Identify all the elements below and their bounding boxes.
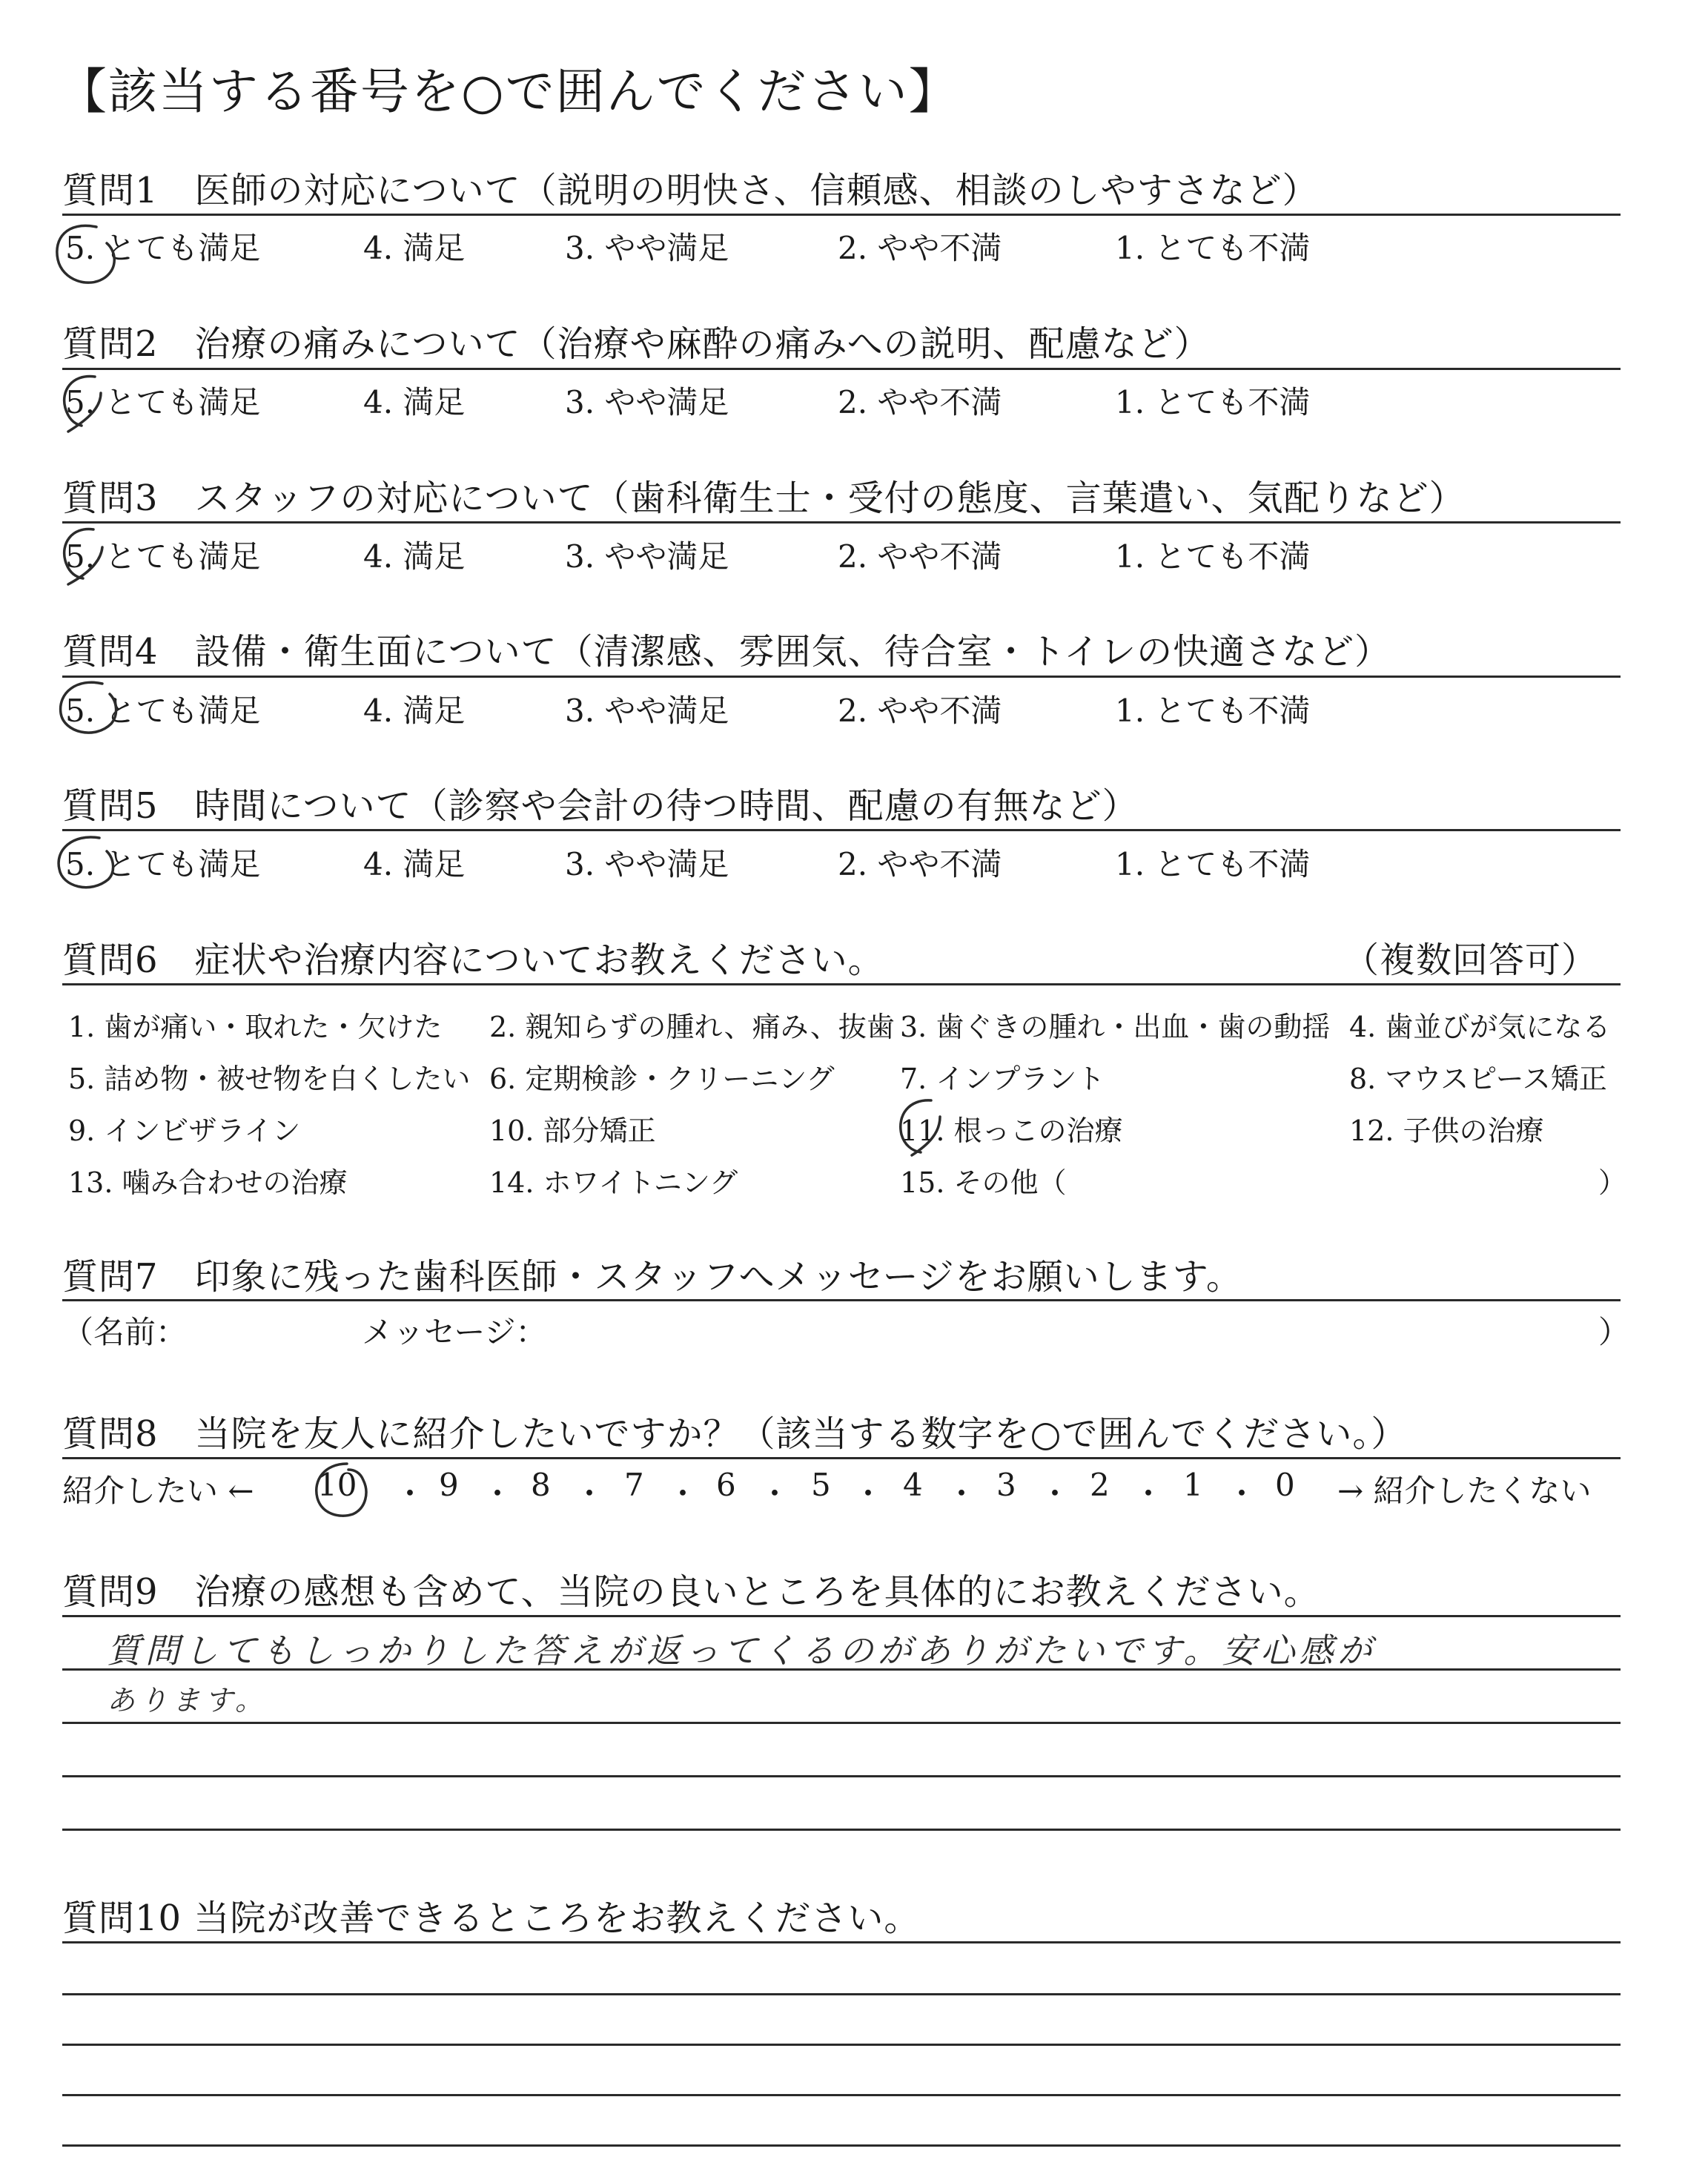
q6-option-15[interactable]: 15. その他（	[900, 1166, 1067, 1199]
question-3-title: 質問3 スタッフの対応について（歯科衛生士・受付の態度、言葉遣い、気配りなど）	[62, 478, 1466, 519]
q2-option-4[interactable]: 4. 満足	[363, 384, 466, 420]
question-4-rule	[62, 676, 1621, 678]
q8-hand-circle-mark	[304, 1455, 385, 1529]
q9-answer-line-2: あります。	[107, 1684, 268, 1717]
q3-option-3[interactable]: 3. やや満足	[565, 538, 729, 575]
question-7-title: 質問7 印象に残った歯科医師・スタッフへメッセージをお願いします。	[62, 1256, 1242, 1298]
question-6-title: 質問6 症状や治療内容についてお教えください。	[62, 939, 884, 981]
q4-option-3[interactable]: 3. やや満足	[565, 693, 729, 729]
q6-option-12[interactable]: 12. 子供の治療	[1349, 1114, 1544, 1147]
question-10-rule-4	[62, 2094, 1621, 2096]
question-9-rule-3	[62, 1722, 1621, 1724]
q6-option-8[interactable]: 8. マウスピース矯正	[1349, 1063, 1607, 1095]
q8-right-label: → 紹介したくない	[1337, 1473, 1592, 1509]
q6-option-5[interactable]: 5. 詰め物・被せ物を白くしたい	[68, 1063, 471, 1095]
q8-separator-dot: ・	[1039, 1476, 1071, 1512]
q8-separator-dot: ・	[759, 1476, 791, 1512]
q1-option-5[interactable]: 5. とても満足	[65, 230, 261, 266]
question-8-rule	[62, 1457, 1621, 1459]
question-10-rule-5	[62, 2144, 1621, 2147]
q6-option-10[interactable]: 10. 部分矯正	[489, 1114, 656, 1147]
q8-separator-dot: ・	[667, 1476, 699, 1512]
q8-scale-5[interactable]: 5	[811, 1467, 831, 1503]
q6-option-13[interactable]: 13. 噛み合わせの治療	[68, 1166, 348, 1199]
q6-option-2[interactable]: 2. 親知らずの腫れ、痛み、抜歯	[489, 1011, 895, 1043]
q6-option-1[interactable]: 1. 歯が痛い・取れた・欠けた	[68, 1011, 443, 1043]
question-2-rule	[62, 368, 1621, 370]
question-1-rule	[62, 214, 1621, 216]
q6-option-6[interactable]: 6. 定期検診・クリーニング	[489, 1063, 835, 1095]
q3-option-1[interactable]: 1. とても不満	[1115, 538, 1311, 575]
q8-separator-dot: ・	[1133, 1476, 1165, 1512]
q1-hand-circle-mark	[44, 217, 126, 298]
q5-option-1[interactable]: 1. とても不満	[1115, 846, 1311, 882]
question-10-title: 質問10 当院が改善できるところをお教えください。	[62, 1898, 921, 1939]
q4-option-5[interactable]: 5. とても満足	[65, 693, 261, 729]
q9-answer-line-1: 質問してもしっかりした答えが返ってくるのがありがたいです。安心感が	[107, 1631, 1377, 1671]
q6-hand-circle-mark	[887, 1091, 961, 1166]
q8-separator-dot: ・	[394, 1476, 426, 1512]
q3-option-2[interactable]: 2. やや不満	[838, 538, 1002, 575]
q8-scale-0[interactable]: 0	[1275, 1467, 1295, 1503]
question-9-rule-1	[62, 1615, 1621, 1617]
q6-option-9[interactable]: 9. インビザライン	[68, 1114, 301, 1147]
q8-scale-1[interactable]: 1	[1183, 1467, 1203, 1503]
q4-hand-circle-mark	[47, 672, 129, 746]
q6-option-15-close: ）	[1598, 1166, 1627, 1199]
question-5-rule	[62, 829, 1621, 831]
q5-option-5[interactable]: 5. とても満足	[65, 846, 261, 882]
question-9-rule-5	[62, 1829, 1621, 1831]
q4-option-4[interactable]: 4. 満足	[363, 693, 466, 729]
q8-separator-dot: ・	[574, 1476, 606, 1512]
question-10-rule-1	[62, 1941, 1621, 1943]
q1-option-1[interactable]: 1. とても不満	[1115, 230, 1311, 266]
q5-option-2[interactable]: 2. やや不満	[838, 846, 1002, 882]
q4-option-1[interactable]: 1. とても不満	[1115, 693, 1311, 729]
q3-hand-circle-mark	[49, 519, 123, 593]
question-10-rule-3	[62, 2044, 1621, 2046]
q2-option-1[interactable]: 1. とても不満	[1115, 384, 1311, 420]
question-2-title: 質問2 治療の痛みについて（治療や麻酔の痛みへの説明、配慮など）	[62, 323, 1211, 365]
q2-hand-circle-mark	[49, 366, 123, 440]
q8-scale-3[interactable]: 3	[996, 1467, 1016, 1503]
page-title: 【該当する番号を○で囲んでください】	[58, 63, 959, 120]
q6-option-14[interactable]: 14. ホワイトニング	[489, 1166, 738, 1199]
q8-separator-dot: ・	[482, 1476, 514, 1512]
question-6-note: （複数回答可）	[1343, 939, 1598, 981]
q8-scale-10[interactable]: 10	[317, 1467, 357, 1503]
question-9-rule-4	[62, 1775, 1621, 1777]
question-8-title: 質問8 当院を友人に紹介したいですか？（該当する数字を○で囲んでください。）	[62, 1413, 1408, 1455]
q8-separator-dot: ・	[1226, 1476, 1258, 1512]
question-4-title: 質問4 設備・衛生面について（清潔感、雰囲気、待合室・トイレの快適さなど）	[62, 631, 1391, 673]
q7-close-paren: ）	[1598, 1314, 1630, 1350]
q1-option-4[interactable]: 4. 満足	[363, 230, 466, 266]
question-10-rule-2	[62, 1993, 1621, 1995]
q8-left-label: 紹介したい ←	[62, 1473, 254, 1509]
q8-scale-8[interactable]: 8	[531, 1467, 551, 1503]
q8-separator-dot: ・	[946, 1476, 978, 1512]
question-3-rule	[62, 521, 1621, 524]
q7-name-label: （名前：	[62, 1314, 188, 1350]
q2-option-3[interactable]: 3. やや満足	[565, 384, 729, 420]
question-6-rule	[62, 983, 1621, 985]
q4-option-2[interactable]: 2. やや不満	[838, 693, 1002, 729]
q5-option-3[interactable]: 3. やや満足	[565, 846, 729, 882]
question-5-title: 質問5 時間について（診察や会計の待つ時間、配慮の有無など）	[62, 785, 1139, 827]
question-7-rule	[62, 1299, 1621, 1301]
q2-option-5[interactable]: 5. とても満足	[65, 384, 261, 420]
q6-option-3[interactable]: 3. 歯ぐきの腫れ・出血・歯の動揺	[900, 1011, 1331, 1043]
q8-scale-7[interactable]: 7	[624, 1467, 644, 1503]
q6-option-7[interactable]: 7. インプラント	[900, 1063, 1105, 1095]
q7-message-label: メッセージ：	[362, 1314, 547, 1350]
question-9-title: 質問9 治療の感想も含めて、当院の良いところを具体的にお教えください。	[62, 1571, 1320, 1613]
q8-separator-dot: ・	[853, 1476, 884, 1512]
q3-option-4[interactable]: 4. 満足	[363, 538, 466, 575]
q6-option-11[interactable]: 11. 根っこの治療	[900, 1114, 1123, 1147]
q1-option-3[interactable]: 3. やや満足	[565, 230, 729, 266]
q8-scale-6[interactable]: 6	[716, 1467, 736, 1503]
q3-option-5[interactable]: 5. とても満足	[65, 538, 261, 575]
q8-scale-4[interactable]: 4	[903, 1467, 923, 1503]
q1-option-2[interactable]: 2. やや不満	[838, 230, 1002, 266]
q6-option-4[interactable]: 4. 歯並びが気になる	[1349, 1011, 1611, 1043]
q8-scale-9[interactable]: 9	[439, 1467, 459, 1503]
question-1-title: 質問1 医師の対応について（説明の明快さ、信頼感、相談のしやすさなど）	[62, 170, 1319, 211]
q5-option-4[interactable]: 4. 満足	[363, 846, 466, 882]
q2-option-2[interactable]: 2. やや不満	[838, 384, 1002, 420]
q8-scale-2[interactable]: 2	[1090, 1467, 1110, 1503]
q5-hand-circle-mark	[46, 828, 128, 902]
